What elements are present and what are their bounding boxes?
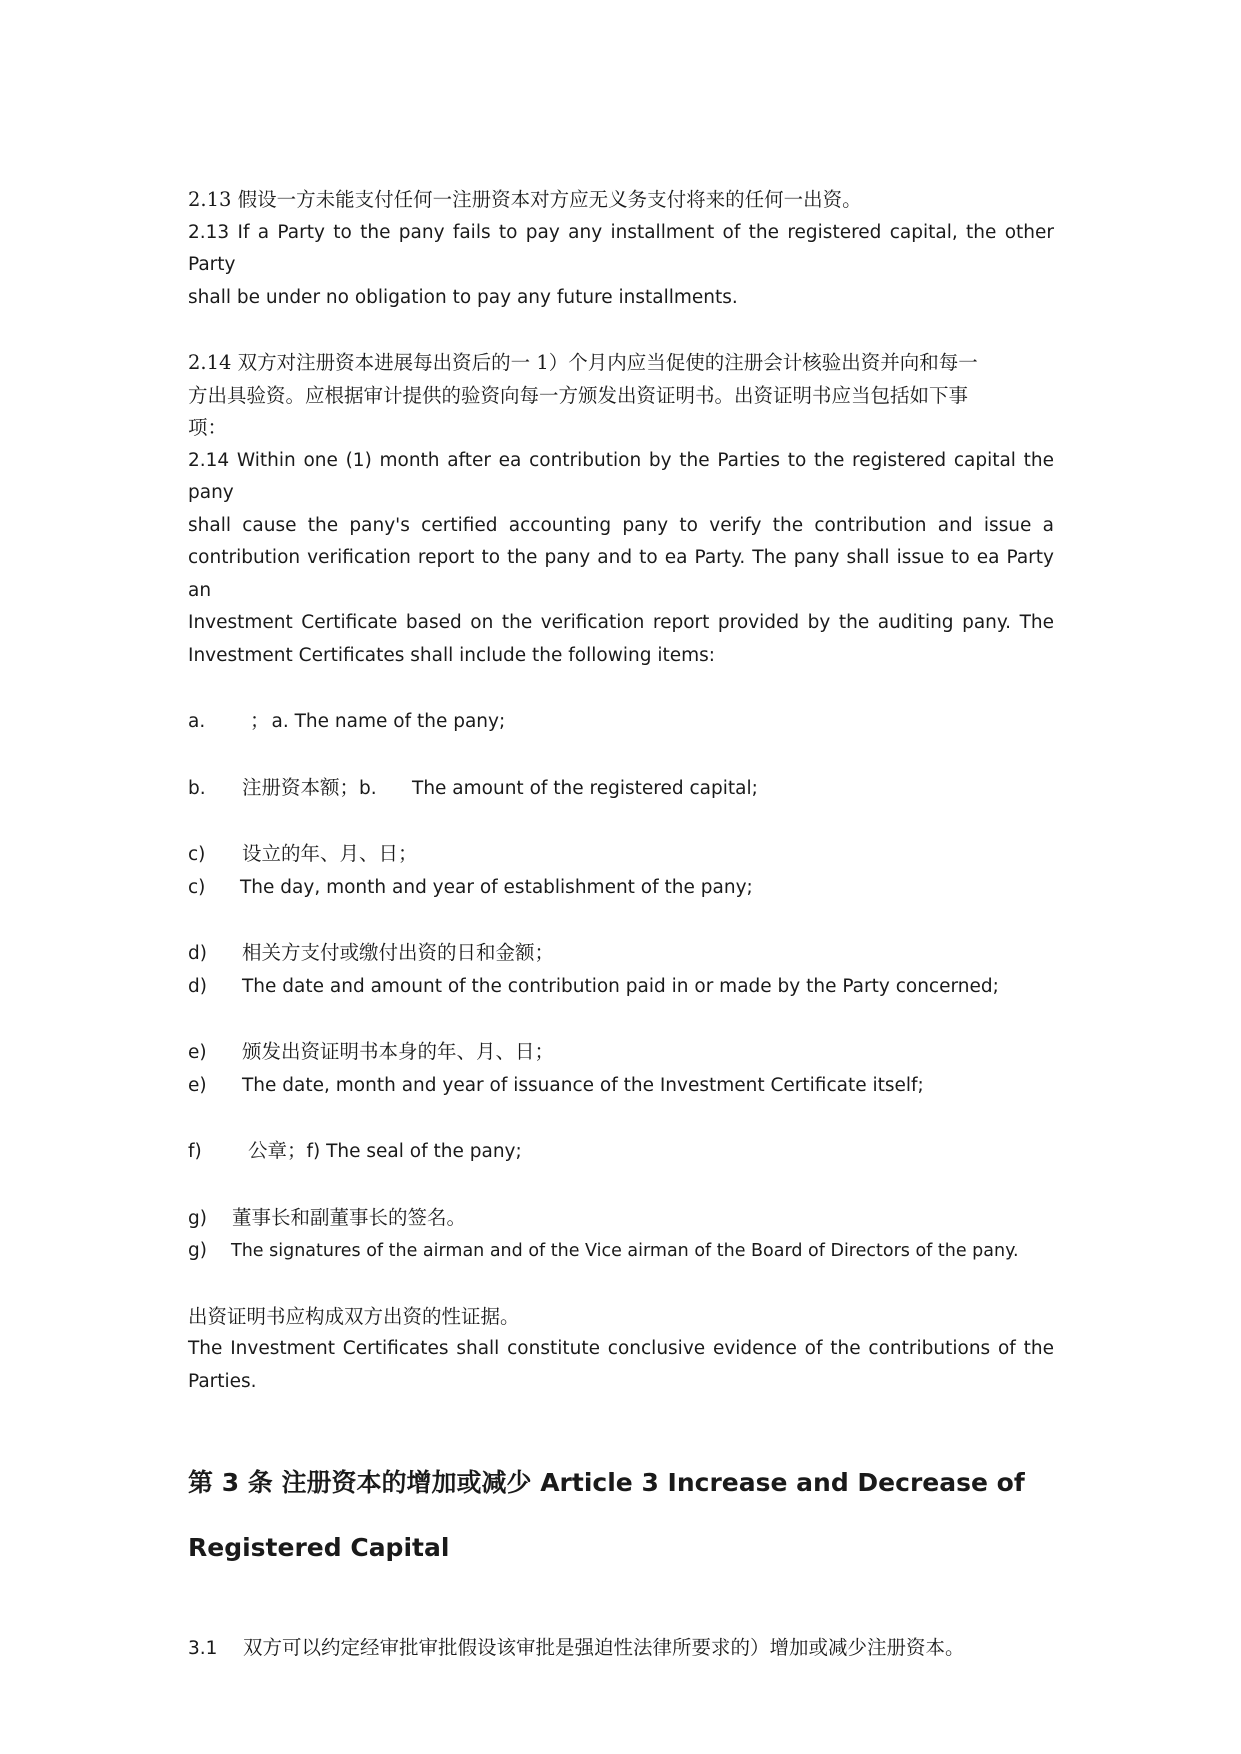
article-3-heading: 第 3 条 注册资本的增加或减少 Article 3 Increase and Decrease of bbox=[188, 1468, 1025, 1497]
clause-2-14-en-line: shall cause the pany's certified accounting pany to verify the contribution and issue a bbox=[188, 514, 1054, 536]
item-label: d) bbox=[188, 975, 207, 997]
clause-number: 3.1 bbox=[188, 1638, 218, 1659]
item-en: f) The seal of the pany; bbox=[306, 1141, 522, 1162]
clause-2-14-en-line: contribution verification report to the pany and to ea Party. The pany shall issue to ea Party an bbox=[188, 547, 1054, 601]
item-zh: 注册资本额； bbox=[242, 775, 360, 799]
item-label: e) bbox=[188, 1042, 207, 1063]
list-item-d bbox=[188, 937, 1054, 971]
list-item-c-en bbox=[188, 872, 1054, 905]
list-item-c bbox=[188, 838, 1054, 872]
clause-2-14-zh-line: 项： bbox=[188, 416, 228, 439]
clause-2-14-en-line: Investment Certificate based on the verification report provided by the auditing pany. The bbox=[188, 612, 1054, 633]
clause-2-14-zh-line: 2.14 双方对注册资本进展每出资后的一 1）个月内应当促使的注册会计核验出资并向和每一 bbox=[188, 351, 978, 374]
item-en: a. The name of the pany; bbox=[271, 711, 506, 732]
item-zh: ； bbox=[250, 709, 270, 732]
list-item-f bbox=[188, 1135, 1054, 1169]
item-label: b. bbox=[188, 777, 206, 799]
clause-3-1-zh: 双方可以约定经审批审批假设该审批是强迫性法律所要求的）增加或减少注册资本。 bbox=[243, 1636, 965, 1659]
list-item-d-en bbox=[188, 971, 1054, 1004]
clause-2-13-en-line: shall be under no obligation to pay any future installments. bbox=[188, 286, 738, 308]
list-item-g-en bbox=[188, 1235, 1054, 1268]
article-3-heading-cont: Registered Capital bbox=[188, 1533, 450, 1562]
conclusion-en-line: Parties. bbox=[188, 1370, 257, 1392]
clause-3-1 bbox=[188, 1632, 1054, 1666]
item-label: d) bbox=[188, 943, 207, 964]
clause-2-14-en-line: Investment Certificates shall include the following items: bbox=[188, 644, 716, 666]
item-label: g) bbox=[188, 1207, 207, 1229]
item-label: g) bbox=[188, 1240, 207, 1261]
item-label-en: b. bbox=[359, 777, 377, 799]
item-en: The signatures of the airman and of the Vice airman of the Board of Directors of the pany. bbox=[231, 1241, 1019, 1261]
item-zh: 设立的年、月、日； bbox=[242, 842, 418, 865]
conclusion-en-line: The Investment Certificates shall constitute conclusive evidence of the contributions of the bbox=[188, 1338, 1054, 1359]
item-zh: 董事长和副董事长的签名。 bbox=[232, 1205, 467, 1229]
list-item-a bbox=[188, 705, 1054, 739]
conclusion-zh: 出资证明书应构成双方出资的性证据。 bbox=[188, 1304, 520, 1328]
list-item-e bbox=[188, 1036, 1054, 1070]
item-en: The date, month and year of issuance of the Investment Certificate itself; bbox=[242, 1074, 924, 1096]
clause-2-13-zh: 2.13 假设一方未能支付任何一注册资本对方应无义务支付将来的任何一出资。 bbox=[188, 188, 862, 211]
document-page bbox=[188, 184, 1054, 1666]
item-label: a. bbox=[188, 711, 206, 732]
item-label: c) bbox=[188, 844, 206, 865]
item-zh: 相关方支付或缴付出资的日和金额； bbox=[242, 941, 555, 964]
item-en: The amount of the registered capital; bbox=[412, 777, 758, 799]
item-zh: 颁发出资证明书本身的年、月、日； bbox=[242, 1040, 555, 1063]
clause-2-13-en-line: 2.13 If a Party to the pany fails to pay any installment of the registered capital, the other Party bbox=[188, 221, 1054, 275]
list-item-g bbox=[188, 1202, 1054, 1236]
item-label: e) bbox=[188, 1074, 207, 1096]
item-en: The day, month and year of establishment of the pany; bbox=[240, 876, 753, 898]
item-label: f) bbox=[188, 1141, 202, 1162]
list-item-b bbox=[188, 772, 1054, 806]
item-zh: 公章； bbox=[248, 1139, 307, 1162]
clause-2-14-en-line: 2.14 Within one (1) month after ea contribution by the Parties to the registered capital the pany bbox=[188, 449, 1054, 503]
item-label: c) bbox=[188, 876, 206, 898]
item-en: The date and amount of the contribution paid in or made by the Party concerned; bbox=[242, 975, 999, 997]
list-item-e-en bbox=[188, 1070, 1054, 1103]
clause-2-14-zh-line: 方出具验资。应根据审计提供的验资向每一方颁发出资证明书。出资证明书应当包括如下事 bbox=[188, 383, 969, 407]
